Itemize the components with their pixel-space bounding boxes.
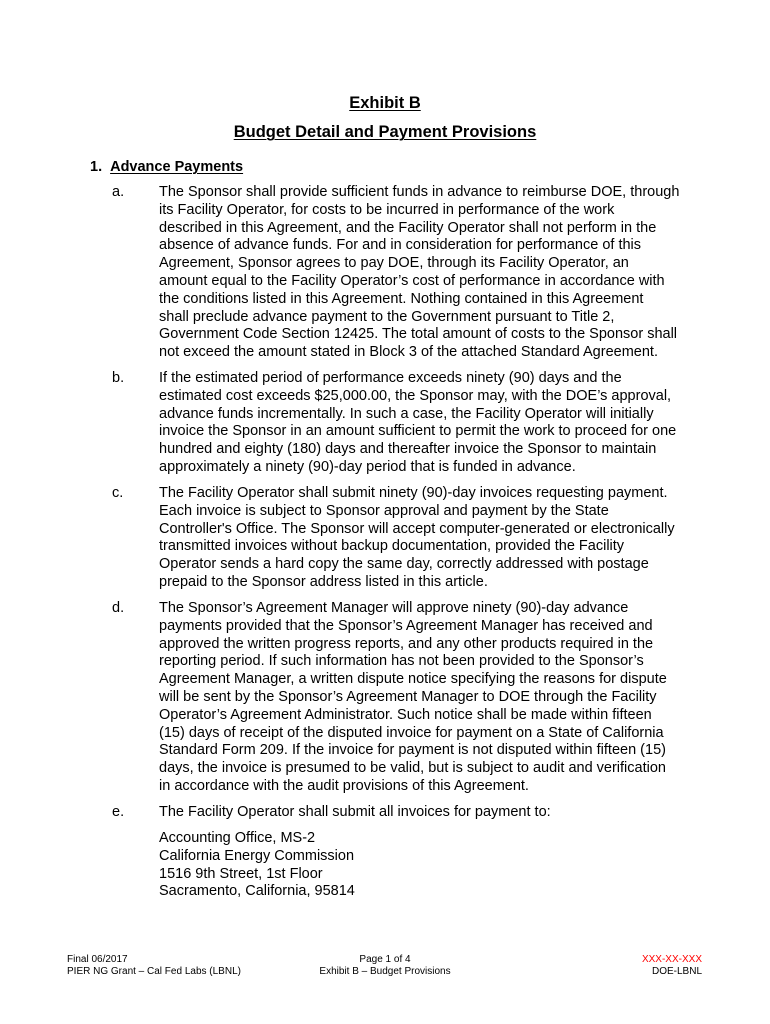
list-item-body	[159, 485, 719, 592]
text-line: (15) days of receipt of the disputed invoice for payment on a State of California	[159, 724, 664, 741]
section-heading-text: Advance Payments	[110, 159, 244, 175]
address-line: Accounting Office, MS-2	[159, 830, 316, 846]
text-line: in accordance with the audit provisions of this Agreement.	[159, 777, 529, 794]
section-number: 1.	[90, 159, 103, 175]
document-title: Exhibit B	[349, 94, 421, 112]
text-line: payments provided that the Sponsor’s Agreement Manager has received and	[159, 617, 653, 634]
text-line: described in this Agreement, and the Facility Operator shall not perform in the	[159, 219, 657, 236]
text-line: Agreement, Sponsor agrees to pay DOE, through its Facility Operator, an	[159, 255, 629, 272]
list-item-letter: a.	[112, 184, 125, 200]
text-line: shall preclude advance payment to the Government pursuant to Title 2,	[159, 308, 615, 325]
footer-right	[642, 954, 702, 978]
text-line: Government Code Section 12425. The total amount of costs to the Sponsor shall	[159, 326, 678, 343]
text-line: Each invoice is subject to Sponsor approval and payment by the State	[159, 502, 609, 519]
text-line: The Sponsor’s Agreement Manager will approve ninety (90)-day advance	[159, 600, 629, 616]
section-heading	[90, 159, 243, 175]
text-line: transmitted invoices without backup documentation, provided the Facility	[159, 538, 625, 555]
text-line: approximately a ninety (90)-day period that is funded in advance.	[159, 458, 576, 475]
text-line: If the estimated period of performance exceeds ninety (90) days and the	[159, 370, 622, 386]
text-line: Agreement Manager, a written dispute notice specifying the reasons for dispute	[159, 671, 667, 688]
footer-agreement-party: DOE-LBNL	[651, 966, 702, 977]
footer-page-number: Page 1 of 4	[359, 954, 411, 965]
list-item-letter: d.	[112, 600, 125, 616]
text-line: The Facility Operator shall submit all invoices for payment to:	[159, 804, 551, 820]
address-line: 1516 9th Street, 1st Floor	[159, 865, 323, 882]
text-line: will be sent by the Sponsor’s Agreement Manager to DOE through the Facility	[159, 688, 657, 705]
text-line: invoice the Sponsor in an amount sufficient to permit the work to proceed for one	[159, 423, 677, 440]
text-line: not exceed the amount stated in Block 3 of the attached Standard Agreement.	[159, 344, 658, 361]
text-line: approved the written progress reports, and any other products required in the	[159, 635, 654, 652]
list-item-letter: b.	[112, 370, 125, 386]
address-line: California Energy Commission	[159, 847, 355, 864]
address-block	[159, 830, 719, 901]
text-line: The Sponsor shall provide sufficient funds in advance to reimburse DOE, through	[159, 184, 680, 200]
text-line: estimated cost exceeds $25,000.00, the Sponsor may, with the DOE’s approval,	[159, 387, 672, 404]
list-item-body	[159, 804, 719, 822]
text-line: advance funds incrementally. In such a case, the Facility Operator will initially	[159, 405, 654, 422]
list-item-letter: c.	[112, 485, 124, 501]
text-line: days, the invoice is presumed to be valid, but is subject to audit and verification	[159, 760, 666, 777]
footer-grant-name: PIER NG Grant – Cal Fed Labs (LBNL)	[67, 966, 241, 977]
text-line: Operator sends a hard copy the same day, correctly addressed with postage	[159, 556, 649, 573]
footer-exhibit-name: Exhibit B – Budget Provisions	[319, 966, 451, 977]
text-line: its Facility Operator, for costs to be incurred in performance of the work	[159, 201, 615, 218]
text-line: amount equal to the Facility Operator’s cost of performance in accordance with	[159, 272, 665, 289]
footer-version: Final 06/2017	[67, 954, 128, 965]
text-line: absence of advance funds. For and in consideration for performance of this	[159, 237, 642, 254]
list-item-body	[159, 370, 719, 477]
text-line: reporting period. If such information has not been provided to the Sponsor’s	[159, 653, 644, 670]
address-line: Sacramento, California, 95814	[159, 883, 355, 900]
text-line: Standard Form 209. If the invoice for payment is not disputed within fifteen (15)	[159, 742, 666, 759]
list-item-body	[159, 600, 719, 796]
document-subtitle: Budget Detail and Payment Provisions	[233, 123, 537, 141]
text-line: Operator’s Agreement Administrator. Such notice shall be made within fifteen	[159, 706, 652, 723]
text-line: The Facility Operator shall submit ninety (90)-day invoices requesting payment.	[159, 485, 668, 501]
text-line: Controller's Office. The Sponsor will accept computer-generated or electronically	[159, 520, 675, 537]
text-line: hundred and eighty (180) days and thereafter invoice the Sponsor to maintain	[159, 441, 657, 458]
footer-agreement-number: XXX-XX-XXX	[641, 954, 702, 965]
text-line: the conditions listed in this Agreement. Nothing contained in this Agreement	[159, 290, 644, 307]
list-item-body	[159, 184, 719, 362]
list-item-letter: e.	[112, 804, 125, 820]
text-line: prepaid to the Sponsor address listed in this article.	[159, 573, 488, 590]
